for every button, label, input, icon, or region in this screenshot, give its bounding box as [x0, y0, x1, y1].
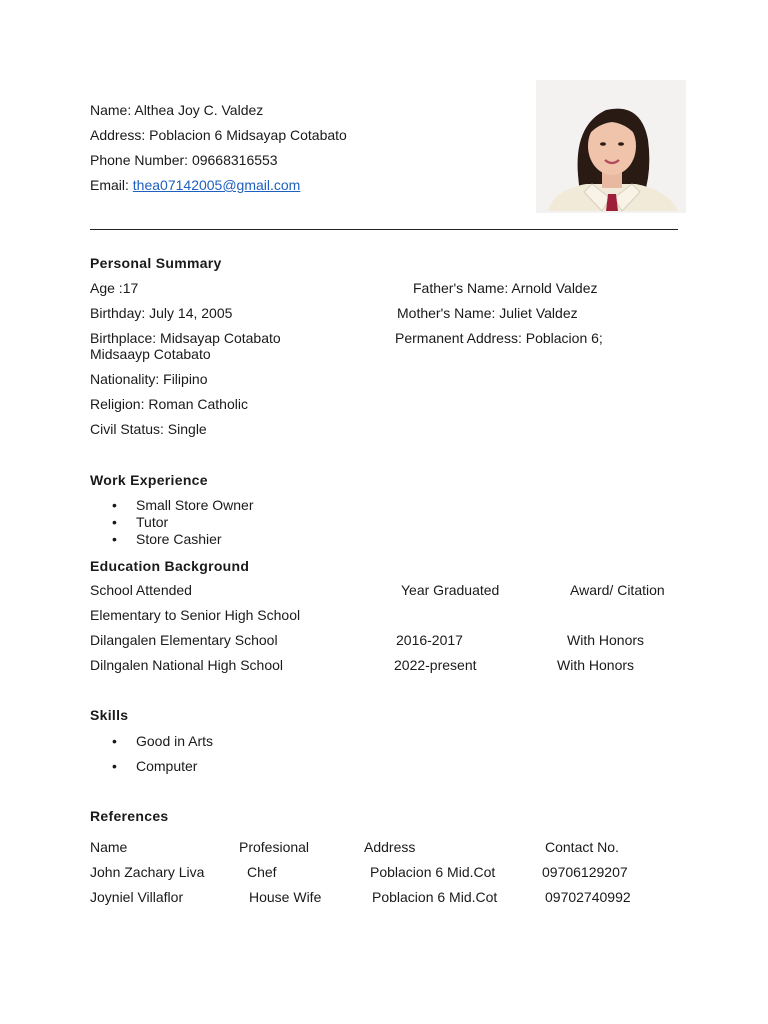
personal-summary-heading: Personal Summary	[90, 255, 222, 271]
work-experience-heading: Work Experience	[90, 472, 208, 488]
reference-contact: 09702740992	[545, 889, 631, 905]
birthplace-field-continued: Midsaayp Cotabato	[90, 346, 211, 362]
email-label: Email:	[90, 177, 133, 193]
email-line	[90, 177, 300, 194]
phone-line: Phone Number: 09668316553	[90, 152, 278, 168]
profile-photo-illustration	[536, 80, 686, 213]
references-col-profession: Profesional	[239, 839, 310, 855]
reference-name: Joyniel Villaflor	[90, 889, 184, 905]
list-item: • Store Cashier	[112, 531, 253, 548]
education-level: Elementary to Senior High School	[90, 607, 301, 623]
birthplace-field: Birthplace: Midsayap Cotabato	[90, 330, 281, 346]
list-item: • Computer	[112, 758, 213, 775]
header-divider	[90, 229, 678, 230]
name-line: Name: Althea Joy C. Valdez	[90, 102, 264, 118]
address-line: Address: Poblacion 6 Midsayap Cotabato	[90, 127, 347, 143]
age-field: Age :17	[90, 280, 139, 296]
references-heading: References	[90, 808, 169, 824]
religion-field: Religion: Roman Catholic	[90, 396, 248, 412]
references-col-address: Address	[364, 839, 416, 855]
education-heading: Education Background	[90, 558, 250, 574]
skills-list	[112, 733, 213, 775]
email-link[interactable]: thea07142005@gmail.com	[132, 177, 301, 193]
reference-address: Poblacion 6 Mid.Cot	[370, 864, 496, 880]
mother-name-field: Mother's Name: Juliet Valdez	[397, 305, 578, 321]
education-col-award: Award/ Citation	[570, 582, 665, 598]
education-col-year: Year Graduated	[401, 582, 500, 598]
education-row-award: With Honors	[557, 657, 635, 673]
references-col-contact: Contact No.	[545, 839, 619, 855]
education-row-school: Dilngalen National High School	[90, 657, 284, 673]
list-item: • Tutor	[112, 514, 253, 531]
civil-status-field: Civil Status: Single	[90, 421, 207, 437]
references-col-name: Name	[90, 839, 128, 855]
reference-name: John Zachary Liva	[90, 864, 205, 880]
reference-profession: House Wife	[249, 889, 322, 905]
profile-photo	[536, 80, 686, 213]
list-item: • Good in Arts	[112, 733, 213, 750]
reference-contact: 09706129207	[542, 864, 628, 880]
work-experience-list	[112, 497, 253, 548]
education-row-year: 2022-present	[394, 657, 477, 673]
education-row-school: Dilangalen Elementary School	[90, 632, 278, 648]
education-col-school: School Attended	[90, 582, 192, 598]
skills-heading: Skills	[90, 707, 129, 723]
reference-address: Poblacion 6 Mid.Cot	[372, 889, 498, 905]
list-item: • Small Store Owner	[112, 497, 253, 514]
birthday-field: Birthday: July 14, 2005	[90, 305, 233, 321]
education-row-award: With Honors	[567, 632, 645, 648]
reference-profession: Chef	[247, 864, 277, 880]
father-name-field: Father's Name: Arnold Valdez	[413, 280, 598, 296]
permanent-address-field: Permanent Address: Poblacion 6;	[395, 330, 603, 346]
education-row-year: 2016-2017	[396, 632, 463, 648]
nationality-field: Nationality: Filipino	[90, 371, 208, 387]
